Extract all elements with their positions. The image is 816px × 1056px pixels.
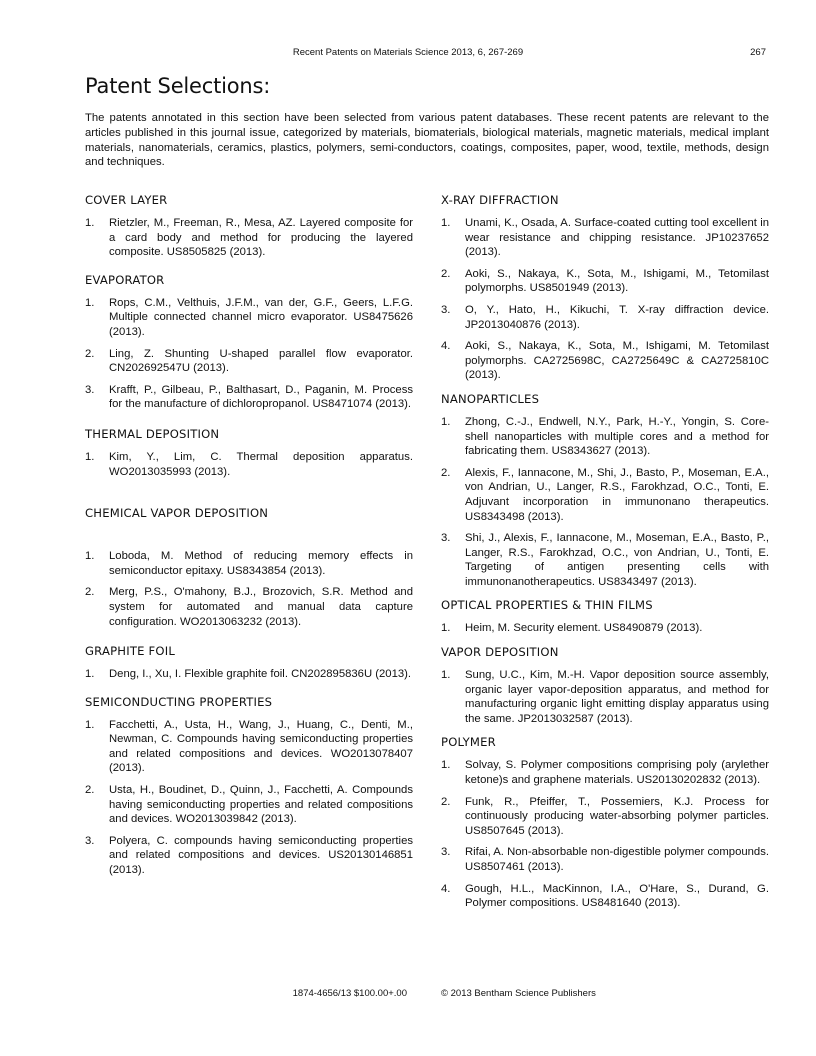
- entry-text: Alexis, F., Iannacone, M., Shi, J., Basto, P., Moseman, E.A., von Andrian, U., Langer, R.S., Farokhzad, O.C., Tonti, E. Adjuvant incorporation in immunonano therapeutics. US8343498 (2013).: [465, 466, 769, 523]
- journal-citation: Recent Patents on Materials Science 2013, 6, 267-269: [292, 47, 524, 58]
- section-heading: THERMAL DEPOSITION: [85, 426, 220, 441]
- section-heading: NANOPARTICLES: [441, 391, 540, 406]
- entry-number: 3.: [85, 383, 95, 396]
- entry-text: Usta, H., Boudinet, D., Quinn, J., Facchetti, A. Compounds having semiconducting properties and related compositions and devices. WO2013039842 (2013).: [109, 784, 413, 826]
- section-polymer: [441, 734, 769, 910]
- entry-text: Rops, C.M., Velthuis, J.F.M., van der, G.F., Geers, L.F.G. Multiple connected channel micro evaporator. US8475626 (2013).: [109, 296, 413, 338]
- patent-entry: [441, 882, 769, 911]
- entry-number: 2.: [85, 347, 95, 360]
- section-vapor-deposition: [441, 644, 769, 726]
- section-cover-layer: [85, 192, 413, 260]
- section-optical-properties-thin-films: [441, 597, 769, 636]
- patent-list: [85, 718, 413, 878]
- entry-text: Aoki, S., Nakaya, K., Sota, M., Ishigami, M., Tetomilast polymorphs. US8501949 (2013).: [465, 267, 769, 295]
- entry-text: Shi, J., Alexis, F., Iannacone, M., Moseman, E.A., Basto, P., Langer, R.S., Farokhzad, O.C., von Andrian, U., Tonti, E. Targeting of antigen presenting cells with immunonanotherapeutics. US8343497 (2013).: [465, 532, 769, 588]
- patent-entry: [85, 549, 413, 578]
- entry-number: 2.: [85, 784, 95, 797]
- entry-number: 1.: [85, 550, 95, 563]
- patent-list: [441, 216, 769, 383]
- left-column: [85, 182, 413, 885]
- patent-entry: [85, 667, 413, 682]
- section-thermal-deposition: [85, 426, 413, 479]
- patent-entry: [85, 347, 413, 376]
- patent-list: [441, 758, 769, 910]
- patent-list: [85, 450, 413, 479]
- entry-text: Deng, I., Xu, I. Flexible graphite foil. CN202895836U (2013).: [109, 668, 412, 681]
- entry-number: 2.: [441, 267, 451, 280]
- patent-entry: [85, 216, 413, 260]
- entry-number: 1.: [85, 450, 95, 463]
- entry-text: Facchetti, A., Usta, H., Wang, J., Huang, C., Denti, M., Newman, C. Compounds having semiconducting properties and related compositions and devices. WO2013078407 (2013).: [109, 718, 413, 775]
- entry-text: Heim, M. Security element. US8490879 (2013).: [465, 622, 703, 635]
- footer-issn-price: 1874-4656/13 $100.00+.00: [292, 988, 407, 999]
- section-heading: VAPOR DEPOSITION: [441, 645, 559, 660]
- section-heading: CHEMICAL VAPOR DEPOSITION: [85, 506, 269, 521]
- section-graphite-foil: [85, 643, 413, 682]
- entry-number: 1.: [441, 415, 451, 428]
- entry-number: 1.: [441, 669, 451, 682]
- entry-number: 3.: [85, 834, 95, 847]
- patent-entry: [441, 339, 769, 383]
- patent-list: [85, 216, 413, 260]
- entry-text: Sung, U.C., Kim, M.-H. Vapor deposition source assembly, organic layer vapor-deposition apparatus, and method for manufacturing organic light emitting display apparatus using the same. JP2013032587 (2013).: [465, 669, 769, 725]
- entry-text: O, Y., Hato, H., Kikuchi, T. X-ray diffraction device. JP2013040876 (2013).: [465, 303, 769, 331]
- section-heading: EVAPORATOR: [85, 272, 165, 287]
- entry-text: Unami, K., Osada, A. Surface-coated cutting tool excellent in wear resistance and chipping resistance. JP10237652 (2013).: [465, 217, 769, 259]
- right-column: [441, 182, 769, 918]
- section-semiconducting-properties: [85, 694, 413, 878]
- intro-paragraph: The patents annotated in this section have been selected from various patent databases. These recent patents are relevant to the articles published in this journal issue, categorized by materials, biomaterials, biological materials, magnetic materials, medical implant materials, nanomaterials, ceramics, plastics, polymers, semi-conductors, coatings, composites, paper, wood, textile, methods, design and techniques.: [85, 112, 769, 169]
- patent-list: [85, 549, 413, 629]
- patent-entry: [441, 216, 769, 260]
- patent-entry: [441, 845, 769, 874]
- patent-entry: [441, 267, 769, 296]
- entry-text: Zhong, C.-J., Endwell, N.Y., Park, H.-Y., Yongin, S. Core-shell nanoparticles with multiple cores and a method for fabricating them. US8343627 (2013).: [465, 415, 769, 458]
- entry-text: Funk, R., Pfeiffer, T., Possemiers, K.J. Process for continuously producing water-absorbing polymer particles. US8507645 (2013).: [465, 795, 769, 837]
- entry-number: 1.: [85, 718, 95, 731]
- section-heading: OPTICAL PROPERTIES & THIN FILMS: [441, 598, 653, 613]
- entry-text: Gough, H.L., MacKinnon, I.A., O'Hare, S., Durand, G. Polymer compositions. US8481640 (2013).: [465, 882, 769, 910]
- entry-number: 4.: [441, 340, 451, 353]
- patent-entry: [441, 621, 769, 636]
- entry-number: 2.: [85, 586, 95, 599]
- patent-entry: [85, 450, 413, 479]
- entry-text: Rifai, A. Non-absorbable non-digestible polymer compounds. US8507461 (2013).: [465, 846, 769, 873]
- entry-text: Ling, Z. Shunting U-shaped parallel flow evaporator. CN202692547U (2013).: [109, 347, 413, 375]
- patent-list: [85, 667, 413, 682]
- patent-entry: [85, 585, 413, 629]
- entry-number: 3.: [441, 303, 451, 316]
- entry-number: 1.: [85, 217, 95, 229]
- entry-number: 3.: [441, 532, 451, 545]
- patent-list: [441, 621, 769, 636]
- patent-entry: [85, 383, 413, 412]
- patent-entry: [441, 758, 769, 787]
- page-number: 267: [750, 47, 766, 58]
- patent-entry: [85, 296, 413, 340]
- section-x-ray-diffraction: [441, 192, 769, 383]
- patent-entry: [441, 668, 769, 726]
- patent-entry: [441, 415, 769, 459]
- entry-number: 1.: [85, 296, 95, 309]
- entry-number: 3.: [441, 846, 451, 859]
- footer-copyright: © 2013 Bentham Science Publishers: [441, 988, 596, 999]
- section-heading: X-RAY DIFFRACTION: [441, 193, 559, 207]
- section-heading: POLYMER: [441, 735, 496, 750]
- entry-number: 1.: [441, 622, 451, 635]
- entry-text: Loboda, M. Method of reducing memory effects in semiconductor epitaxy. US8343854 (2013).: [109, 550, 413, 577]
- entry-number: 2.: [441, 795, 451, 808]
- patent-entry: [441, 795, 769, 839]
- page-title: Patent Selections:: [85, 74, 271, 98]
- entry-text: Merg, P.S., O'mahony, B.J., Brozovich, S.R. Method and system for automated and manual data capture configuration. WO2013063232 (2013).: [109, 586, 413, 628]
- patent-list: [441, 668, 769, 726]
- entry-text: Aoki, S., Nakaya, K., Sota, M., Ishigami, M. Tetomilast polymorphs. CA2725698C, CA2725649C & CA2725810C (2013).: [465, 340, 769, 382]
- entry-text: Kim, Y., Lim, C. Thermal deposition apparatus. WO2013035993 (2013).: [109, 450, 413, 478]
- section-chemical-vapor-deposition: [85, 505, 413, 629]
- entry-number: 1.: [441, 217, 451, 229]
- section-heading: COVER LAYER: [85, 193, 168, 207]
- entry-text: Solvay, S. Polymer compositions comprising poly (arylether ketone)s and graphene materials. US20130202832 (2013).: [465, 759, 769, 787]
- entry-number: 2.: [441, 466, 451, 479]
- patent-entry: [441, 531, 769, 589]
- entry-number: 1.: [441, 759, 451, 772]
- section-heading: GRAPHITE FOIL: [85, 644, 175, 659]
- patent-entry: [441, 303, 769, 332]
- entry-text: Krafft, P., Gilbeau, P., Balthasart, D., Paganin, M. Process for the manufacture of dichloropropanol. US8471074 (2013).: [109, 383, 413, 411]
- patent-entry: [85, 718, 413, 776]
- entry-text: Polyera, C. compounds having semiconducting properties and related compositions and devices. US20130146851 (2013).: [109, 834, 413, 877]
- patent-entry: [85, 834, 413, 878]
- patent-list: [441, 415, 769, 590]
- running-head: [0, 47, 816, 61]
- entry-number: 1.: [85, 668, 95, 681]
- entry-number: 4.: [441, 882, 451, 895]
- entry-text: Rietzler, M., Freeman, R., Mesa, AZ. Layered composite for a card body and method for producing the layered composite. US8505825 (2013).: [109, 217, 413, 259]
- section-heading: SEMICONDUCTING PROPERTIES: [85, 694, 273, 709]
- patent-entry: [85, 783, 413, 827]
- patent-entry: [441, 466, 769, 524]
- section-nanoparticles: [441, 391, 769, 590]
- section-evaporator: [85, 272, 413, 412]
- patent-list: [85, 296, 413, 412]
